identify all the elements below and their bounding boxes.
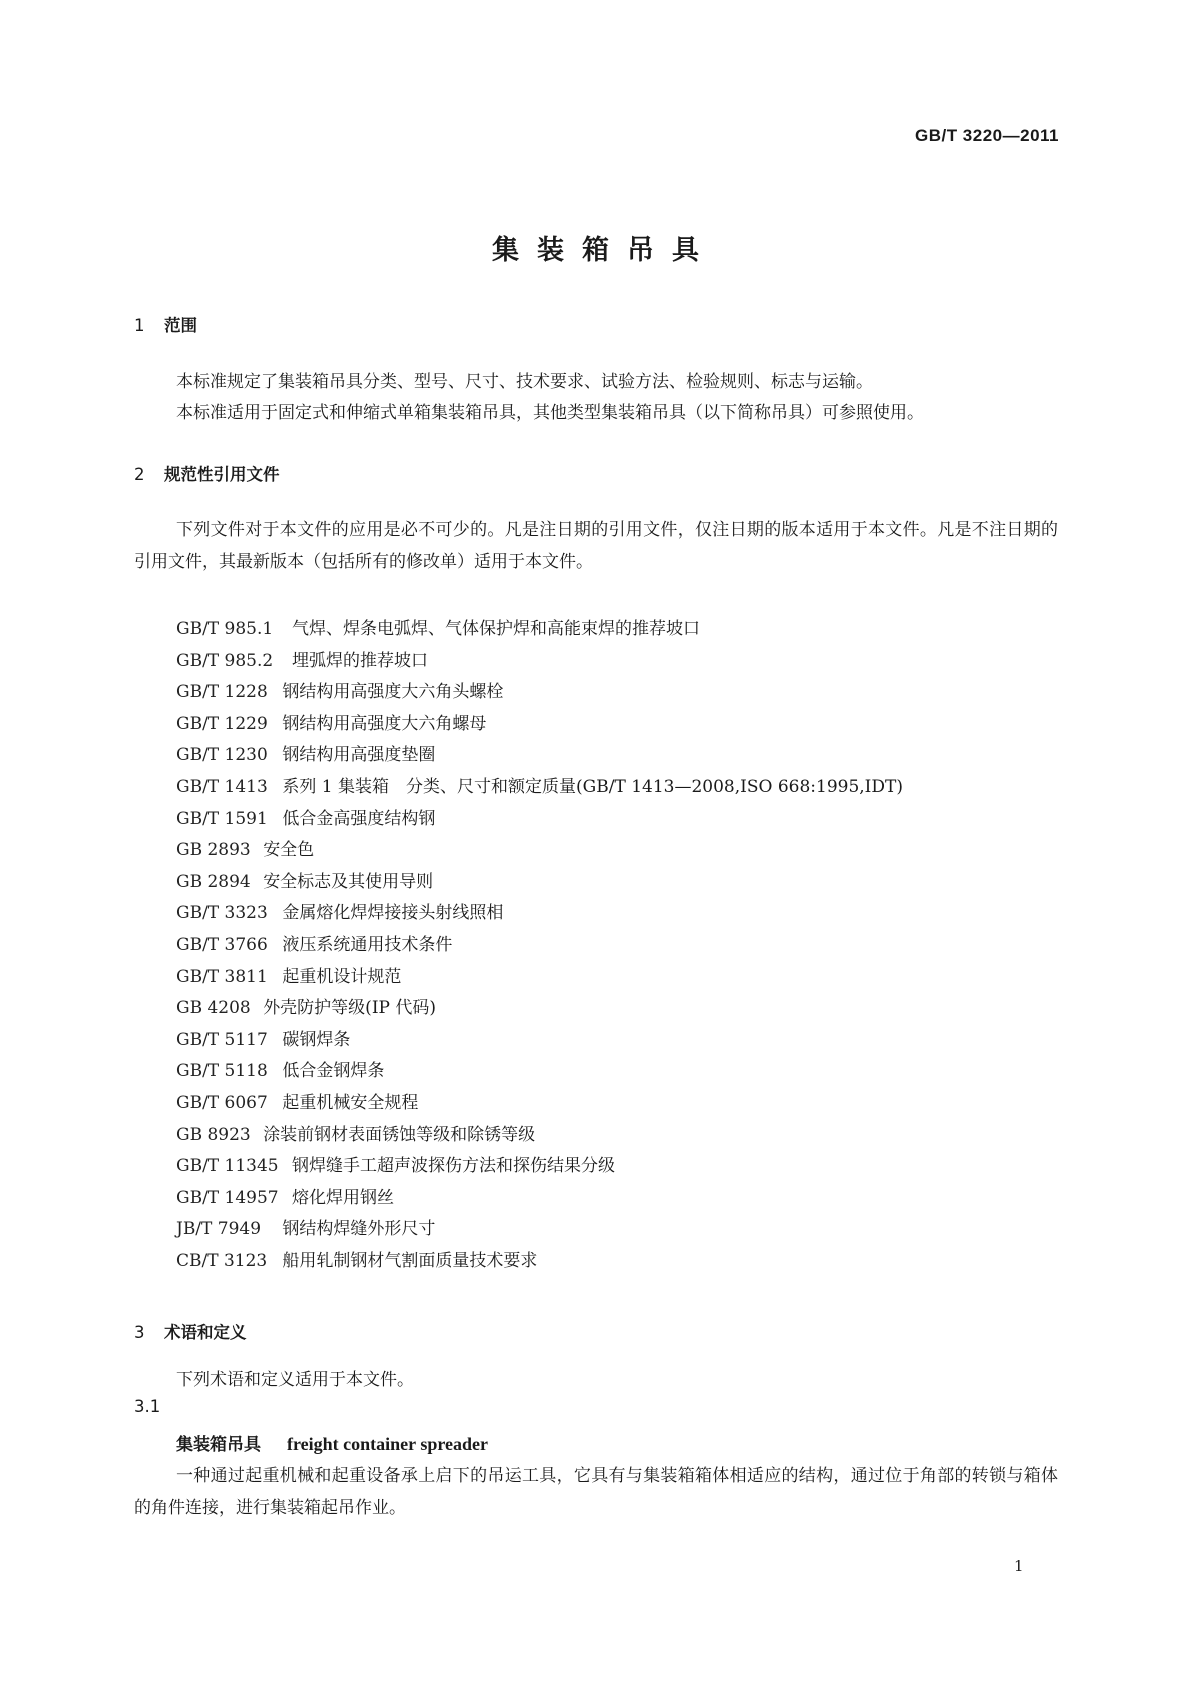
document-title: 集装箱吊具 [492,235,717,266]
reference-item [176,1246,903,1278]
reference-item [176,1120,903,1152]
reference-list [176,614,903,1277]
reference-title: 低合金高强度结构钢 [282,808,436,829]
term-name [176,1430,488,1455]
section-number: 3 [134,1323,145,1342]
reference-item [176,772,903,804]
reference-item [176,930,903,962]
reference-code: GB/T 14957 [176,1187,279,1208]
reference-item [176,867,903,899]
reference-code: GB/T 3323 [176,903,268,924]
reference-title: 起重机械安全规程 [282,1092,419,1113]
reference-item [176,804,903,836]
reference-item [176,1214,903,1246]
reference-title: 气焊、焊条电弧焊、气体保护焊和高能束焊的推荐坡口 [292,619,700,639]
section-heading-scope [134,312,197,336]
reference-code: GB/T 5118 [176,1061,268,1082]
reference-title: 金属熔化焊焊接接头射线照相 [282,903,504,924]
reference-code: GB/T 1229 [176,713,268,734]
reference-code: GB/T 1413 [176,776,268,797]
reference-code: GB/T 3811 [176,966,268,987]
reference-title: 钢焊缝手工超声波探伤方法和探伤结果分级 [292,1156,615,1177]
section-title: 术语和定义 [164,1323,247,1342]
reference-title: 系列 1 集装箱 分类、尺寸和额定质量(GB/T 1413—2008,ISO 668:1995,IDT) [282,776,903,797]
section-title: 规范性引用文件 [164,465,280,484]
reference-code: GB/T 1591 [176,808,268,829]
section-heading-references [134,461,280,485]
reference-title: 外壳防护等级(IP 代码) [263,998,437,1019]
reference-code: GB/T 985.1 [176,619,274,639]
terms-intro: 下列术语和定义适用于本文件。 [176,1370,414,1390]
reference-title: 安全色 [263,840,315,861]
section-heading-terms [134,1319,247,1343]
reference-title: 碳钢焊条 [282,1029,351,1050]
reference-title: 钢结构用高强度大六角头螺栓 [282,682,504,703]
reference-item [176,740,903,772]
reference-item [176,677,903,709]
reference-code: GB 2894 [176,871,251,892]
term-name-chinese: 集装箱吊具 [176,1435,261,1455]
reference-item [176,993,903,1025]
reference-code: GB/T 5117 [176,1029,268,1050]
references-intro: 下列文件对于本文件的应用是必不可少的。凡是注日期的引用文件，仅注日期的版本适用于本文件。凡是不注日期的引用文件，其最新版本（包括所有的修改单）适用于本文件。 [134,520,1058,572]
section-number: 1 [134,316,145,335]
reference-item [176,835,903,867]
reference-title: 起重机设计规范 [282,966,402,987]
page-number: 1 [1014,1557,1024,1575]
reference-title: 埋弧焊的推荐坡口 [292,650,428,671]
reference-code: GB/T 1230 [176,745,268,766]
reference-title: 安全标志及其使用导则 [263,871,434,892]
section-number: 2 [134,465,145,484]
reference-title: 低合金钢焊条 [282,1061,385,1082]
scope-paragraph: 本标准规定了集装箱吊具分类、型号、尺寸、技术要求、试验方法、检验规则、标志与运输。 [176,372,873,392]
term-definition: 一种通过起重机械和起重设备承上启下的吊运工具，它具有与集装箱箱体相适应的结构，通过位于角部的转锁与箱体的角件连接，进行集装箱起吊作业。 [134,1466,1058,1518]
reference-item [176,898,903,930]
reference-item [176,614,903,646]
term-name-english: freight container spreader [287,1434,488,1454]
reference-item [176,962,903,994]
reference-title: 钢结构焊缝外形尺寸 [282,1219,436,1240]
reference-item [176,1056,903,1088]
reference-title: 涂装前钢材表面锈蚀等级和除锈等级 [263,1124,536,1145]
reference-code: CB/T 3123 [176,1250,268,1271]
reference-item [176,709,903,741]
reference-code: GB/T 985.2 [176,650,274,671]
reference-item [176,1025,903,1057]
reference-code: GB/T 1228 [176,682,268,703]
reference-title: 钢结构用高强度垫圈 [282,745,436,766]
reference-title: 钢结构用高强度大六角螺母 [282,713,487,734]
reference-item [176,1151,903,1183]
reference-item [176,1088,903,1120]
reference-code: JB/T 7949 [176,1219,262,1240]
reference-title: 熔化焊用钢丝 [292,1187,394,1208]
reference-item [176,1183,903,1215]
reference-title: 船用轧制钢材气割面质量技术要求 [282,1250,538,1271]
reference-code: GB/T 11345 [176,1156,279,1177]
standard-code: GB/T 3220—2011 [914,126,1059,145]
reference-code: GB 8923 [176,1124,251,1145]
reference-code: GB 2893 [176,840,251,861]
reference-code: GB 4208 [176,998,251,1019]
reference-item [176,646,903,678]
term-number: 3.1 [134,1397,161,1416]
reference-code: GB/T 6067 [176,1092,268,1113]
reference-code: GB/T 3766 [176,934,268,955]
scope-paragraph: 本标准适用于固定式和伸缩式单箱集装箱吊具，其他类型集装箱吊具（以下简称吊具）可参照使用。 [176,403,924,423]
section-title: 范围 [164,316,197,335]
reference-title: 液压系统通用技术条件 [282,934,453,955]
